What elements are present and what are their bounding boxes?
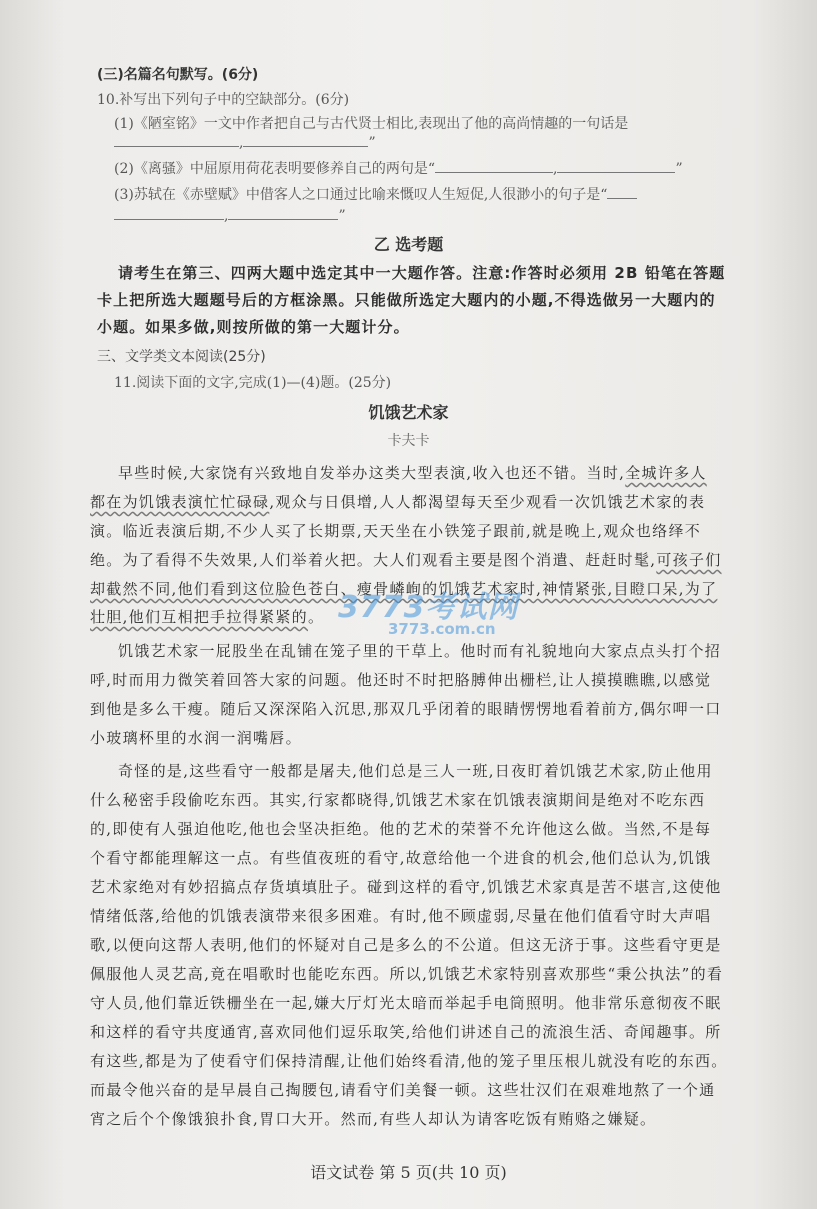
paragraph2-line: 到他是多么干瘦。随后又深深陷入沉思,那双几乎闭着的眼睛愣愣地看着前方,偶尔呷一口 <box>90 700 722 718</box>
answer-blank[interactable] <box>607 184 637 199</box>
instruction-line: 请考生在第三、四两大题中选定其中一大题作答。注意:作答时必须用 2B 铅笔在答题 <box>118 264 726 282</box>
plain-text: 演。临近表演后期,不少人买了长期票,天天坐在小铁笼子跟前,就是晚上,观众也络绎不 <box>90 522 702 540</box>
paragraph1-line <box>90 520 701 541</box>
paragraph1-line <box>118 462 707 483</box>
question-10-3-blanks <box>114 205 346 224</box>
question-10-1-blanks <box>114 132 376 151</box>
blank-comma: , <box>224 208 229 224</box>
paragraph3-line: 和这样的看守共度通宵,喜欢同他们逗乐取笑,给他们讲述自己的流浪生活、奇闻趣事。所 <box>90 1023 722 1041</box>
blank-close-quote: ” <box>675 161 683 177</box>
paragraph3-line: 歌,以便向这帮人表明,他们的怀疑对自己是多么的不公道。但这无济于事。这些看守更是 <box>90 936 722 954</box>
paragraph2-line: 小玻璃杯里的水润一润嘴唇。 <box>90 729 302 747</box>
paragraph3-line: 什么秘密手段偷吃东西。其实,行家都晓得,饥饿艺术家在饥饿表演期间是绝对不吃东西 <box>90 791 706 809</box>
page-footer: 语文试卷 第 5 页(共 10 页) <box>310 1163 507 1182</box>
paragraph3-line: 有这些,都是为了使看守们保持清醒,让他们始终看清,他的笼子里压根儿就没有吃的东西。 <box>90 1052 728 1070</box>
story-author: 卡夫卡 <box>387 433 430 449</box>
story-title: 饥饿艺术家 <box>368 403 449 422</box>
question-11: 11.阅读下面的文字,完成(1)—(4)题。(25分) <box>114 375 392 391</box>
watermark-logo: 3773考试网 <box>338 590 519 625</box>
paragraph3-line: 情绪低落,给他的饥饿表演带来很多困难。有时,他不顾虚弱,尽量在他们值看守时大声唱 <box>90 907 712 925</box>
plain-text: ,观众与日俱增,人人都渴望每天至少观看一次饥饿艺术家的表 <box>269 493 706 511</box>
paragraph3-line: 奇怪的是,这些看守一般都是屠夫,他们总是三人一班,日夜盯着饥饿艺术家,防止他用 <box>118 762 713 780</box>
underlined-text: 壮胆,他们互相把手拉得紧紧的 <box>90 608 308 626</box>
underlined-text: 都在为饥饿表演忙忙碌碌 <box>90 493 270 511</box>
answer-blank[interactable] <box>243 132 368 147</box>
plain-text: 绝。为了看得不失效果,人们举着火把。大人们观看主要是图个消遣、赶赶时髦, <box>90 551 657 569</box>
answer-blank[interactable] <box>435 158 553 173</box>
answer-blank[interactable] <box>557 158 675 173</box>
underlined-text: 可孩子们 <box>656 551 722 569</box>
paragraph3-line: 宵之后个个像饿狼扑食,胃口大开。然而,有些人却认为请客吃饭有贿赂之嫌疑。 <box>90 1110 657 1128</box>
paragraph2-line: 饥饿艺术家一屁股坐在乱铺在笼子里的干草上。他时而有礼貌地向大家点点头打个招 <box>118 642 722 660</box>
question-10-3-text: (3)苏轼在《赤壁赋》中借客人之口通过比喻来慨叹人生短促,人很渺小的句子是“ <box>114 187 608 203</box>
question-10: 10.补写出下列句子中的空缺部分。(6分) <box>97 92 350 108</box>
answer-blank[interactable] <box>228 205 338 220</box>
plain-text: 。 <box>307 608 325 626</box>
blank-comma: , <box>553 161 558 177</box>
literary-section-heading: 三、文学类文本阅读(25分) <box>97 349 266 365</box>
paragraph1-line <box>90 549 722 570</box>
underlined-text: 全城许多人 <box>625 464 707 482</box>
paragraph1-line <box>90 491 705 512</box>
paragraph2-line: 呼,时而用力微笑着回答大家的问题。他还时不时把胳膊伸出栅栏,让人摸摸瞧瞧,以感觉 <box>90 671 712 689</box>
paragraph3-line: 个看守都能理解这一点。有些值夜班的看守,故意给他一个进食的机会,他们总认为,饥饿 <box>90 849 712 867</box>
paragraph3-line: 而最令他兴奋的是早晨自己掏腰包,请看守们美餐一顿。这些壮汉们在艰难地熬了一个通 <box>90 1081 716 1099</box>
plain-text: 早些时候,大家饶有兴致地自发举办这类大型表演,收入也还不错。当时, <box>118 464 626 482</box>
instruction-line: 小题。如果多做,则按所做的第一大题计分。 <box>97 318 410 336</box>
paragraph3-line: 艺术家绝对有妙招搞点存货填填肚子。碰到这样的看守,饥饿艺术家真是苦不堪言,这使他 <box>90 878 722 896</box>
answer-blank[interactable] <box>114 205 224 220</box>
question-10-1: (1)《陋室铭》一文中作者把自己与古代贤士相比,表现出了他的高尚情趣的一句话是 <box>114 116 629 132</box>
paragraph3-line: 的,即使有人强迫他吃,他也会坚决拒绝。他的艺术的荣誉不允许他这么做。当然,不是每 <box>90 820 712 838</box>
watermark-url: 3773.com.cn <box>388 620 496 638</box>
paragraph3-line: 佩服他人灵艺高,竟在唱歌时也能吃东西。所以,饥饿艺术家特别喜欢那些“秉公执法”的看 <box>90 965 724 983</box>
blank-close-quote: ” <box>368 135 376 151</box>
paragraph3-line: 守人员,他们靠近铁栅坐在一起,嫌大厅灯光太暗而举起手电筒照明。他非常乐意彻夜不眠 <box>90 994 722 1012</box>
blank-close-quote: ” <box>338 208 346 224</box>
question-10-2-text: (2)《离骚》中屈原用荷花表明要修养自己的两句是“ <box>114 161 435 177</box>
blank-comma: , <box>239 135 244 151</box>
underlined-text: 却截然不同,他们看到这位脸色苍白、瘦骨嶙峋的饥饿艺术家时,神情紧张,目瞪口呆,为了 <box>90 580 718 598</box>
instruction-line: 卡上把所选大题题号后的方框涂黑。只能做所选定大题内的小题,不得选做另一大题内的 <box>97 291 716 309</box>
question-10-3 <box>114 184 637 204</box>
paragraph1-line <box>90 606 324 627</box>
part-b-title: 乙 选考题 <box>373 235 444 254</box>
section3-heading: (三)名篇名句默写。(6分) <box>97 67 259 83</box>
answer-blank[interactable] <box>114 132 239 147</box>
question-10-2 <box>114 158 683 178</box>
